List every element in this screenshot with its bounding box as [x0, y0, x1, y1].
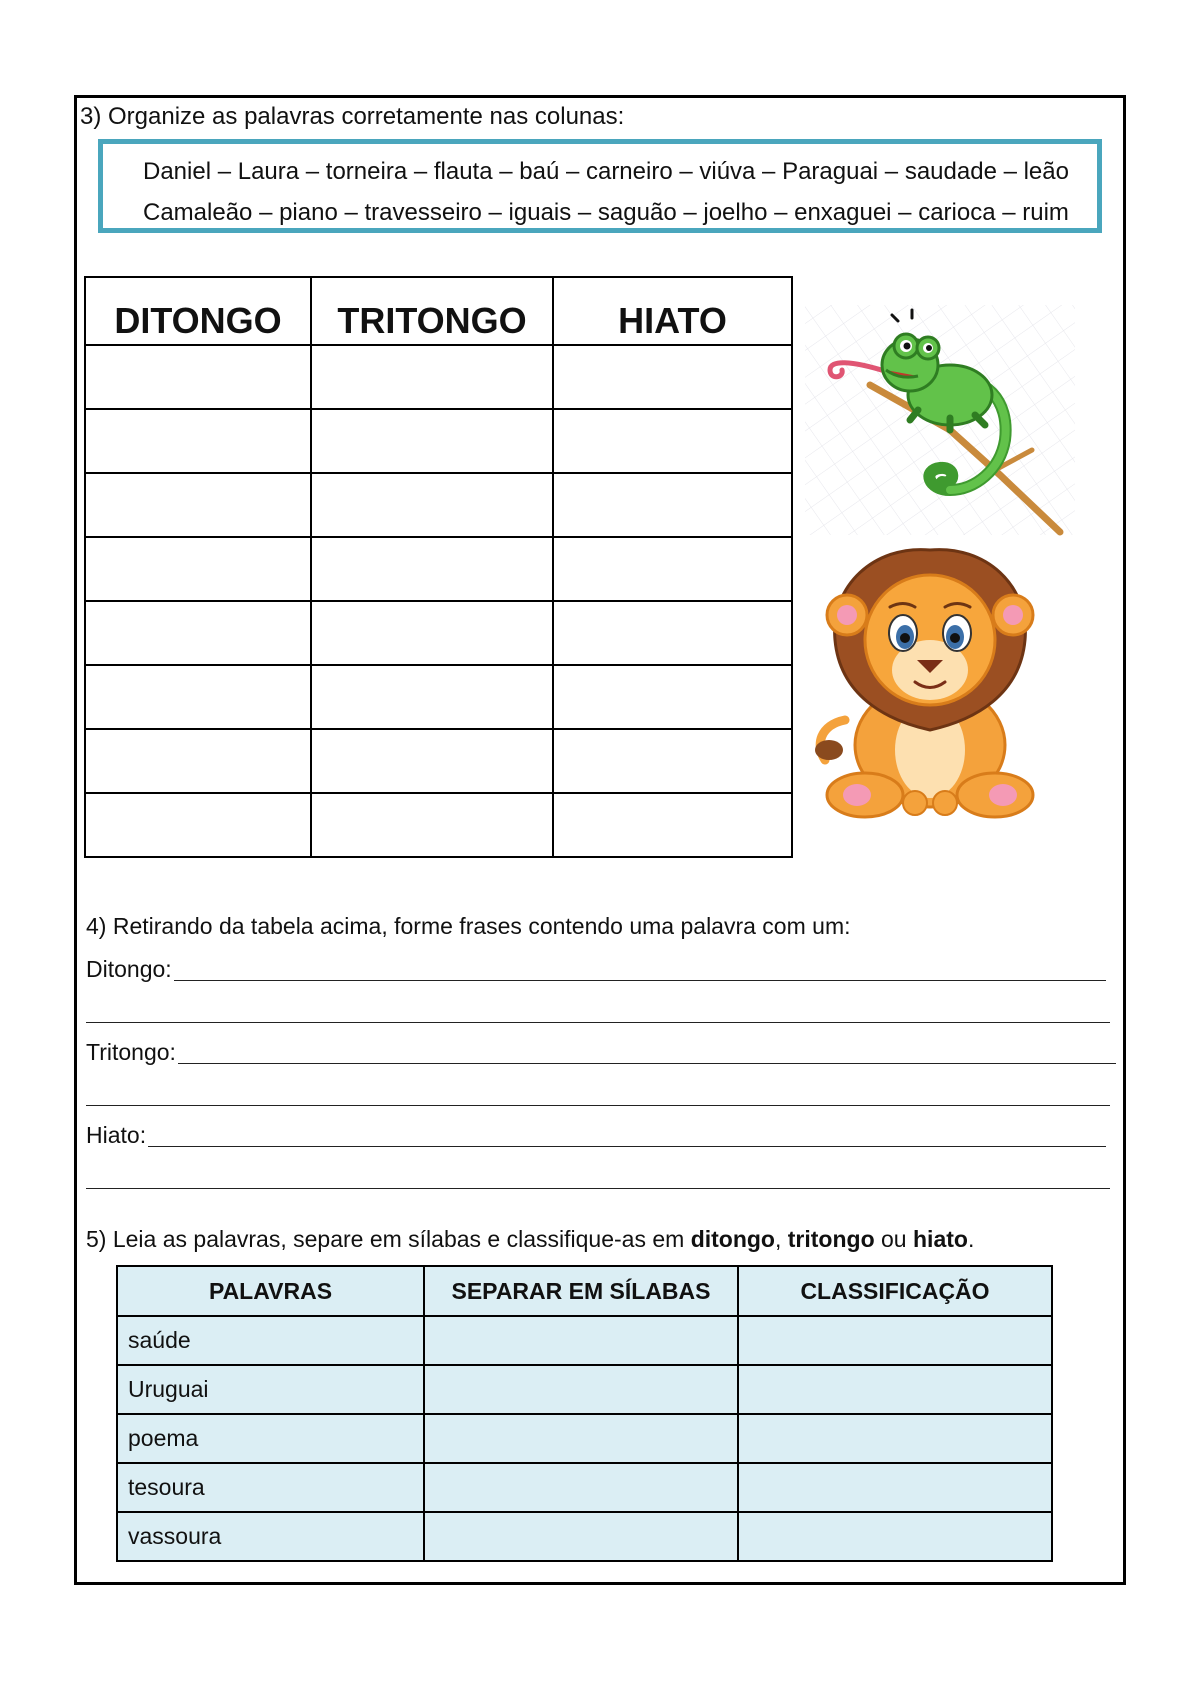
classification-cell[interactable]: [738, 1414, 1052, 1463]
table-row: [117, 1365, 1052, 1414]
answer-cell[interactable]: [85, 409, 311, 473]
table-row: [85, 601, 792, 665]
tritongo-answer-row: [86, 1038, 1116, 1068]
term-tritongo: tritongo: [787, 1226, 875, 1252]
classification-cell[interactable]: [738, 1463, 1052, 1512]
answer-cell[interactable]: [85, 345, 311, 409]
answer-cell[interactable]: [85, 601, 311, 665]
answer-cell[interactable]: [553, 665, 792, 729]
tritongo-answer-line[interactable]: [178, 1063, 1116, 1064]
answer-cell[interactable]: [553, 601, 792, 665]
answer-cell[interactable]: [311, 345, 553, 409]
header-palavras: PALAVRAS: [117, 1266, 424, 1316]
answer-cell[interactable]: [553, 345, 792, 409]
answer-cell[interactable]: [553, 729, 792, 793]
answer-line[interactable]: [86, 1188, 1110, 1189]
answer-cell[interactable]: [311, 473, 553, 537]
header-ditongo: DITONGO: [85, 277, 311, 345]
question-5-title: [86, 1226, 974, 1253]
classification-cell[interactable]: [738, 1365, 1052, 1414]
syllable-cell[interactable]: [424, 1512, 738, 1561]
word-bank-box: [98, 139, 1102, 233]
table-row: [117, 1414, 1052, 1463]
syllable-cell[interactable]: [424, 1463, 738, 1512]
hiato-answer-row: [86, 1121, 1116, 1151]
hiato-label: Hiato:: [86, 1122, 147, 1148]
header-hiato: HIATO: [553, 277, 792, 345]
blank-answer-row: [86, 997, 1116, 1027]
word-cell: tesoura: [117, 1463, 424, 1512]
word-cell: saúde: [117, 1316, 424, 1365]
blank-answer-row: [86, 1163, 1116, 1193]
ditongo-label: Ditongo:: [86, 956, 172, 982]
header-classificacao: CLASSIFICAÇÃO: [738, 1266, 1052, 1316]
separator: ,: [774, 1226, 788, 1252]
question-5-text: 5) Leia as palavras, separe em sílabas e classifique-as em: [86, 1226, 691, 1252]
hiato-answer-line[interactable]: [148, 1146, 1106, 1147]
tritongo-label: Tritongo:: [86, 1039, 176, 1065]
answer-line[interactable]: [86, 1105, 1110, 1106]
table-row: [85, 665, 792, 729]
answer-cell[interactable]: [85, 665, 311, 729]
word-cell: poema: [117, 1414, 424, 1463]
answer-cell[interactable]: [85, 793, 311, 857]
table-row: [85, 793, 792, 857]
answer-cell[interactable]: [311, 793, 553, 857]
word-cell: Uruguai: [117, 1365, 424, 1414]
word-cell: vassoura: [117, 1512, 424, 1561]
period: .: [967, 1226, 975, 1252]
classification-table: [84, 276, 793, 858]
table-row: [85, 537, 792, 601]
answer-cell[interactable]: [85, 729, 311, 793]
answer-cell[interactable]: [311, 729, 553, 793]
table-row: [85, 473, 792, 537]
word-bank-line-2: Camaleão – piano – travesseiro – iguais – saguão – joelho – enxaguei – carioca – ruim: [143, 199, 1069, 226]
syllable-cell[interactable]: [424, 1414, 738, 1463]
ditongo-answer-line[interactable]: [171, 980, 1106, 981]
answer-cell[interactable]: [553, 793, 792, 857]
word-bank-line-1: Daniel – Laura – torneira – flauta – baú – carneiro – viúva – Paraguai – saudade – leão: [143, 158, 1069, 185]
header-separar: SEPARAR EM SÍLABAS: [424, 1266, 738, 1316]
table-row: [85, 729, 792, 793]
table-row: [117, 1463, 1052, 1512]
ditongo-answer-row: [86, 955, 1116, 985]
answer-cell[interactable]: [553, 409, 792, 473]
answer-cell[interactable]: [553, 473, 792, 537]
separator: ou: [874, 1226, 913, 1252]
syllable-cell[interactable]: [424, 1365, 738, 1414]
header-tritongo: TRITONGO: [311, 277, 553, 345]
answer-cell[interactable]: [553, 537, 792, 601]
classification-cell[interactable]: [738, 1512, 1052, 1561]
syllable-table: [116, 1265, 1053, 1562]
question-4-title: 4) Retirando da tabela acima, forme frases contendo uma palavra com um:: [86, 913, 851, 939]
lion-illustration: [815, 545, 1045, 820]
table-row: [85, 409, 792, 473]
chameleon-illustration: [800, 300, 1080, 540]
table-row: [117, 1316, 1052, 1365]
syllable-cell[interactable]: [424, 1316, 738, 1365]
answer-cell[interactable]: [85, 537, 311, 601]
table-row: [117, 1512, 1052, 1561]
answer-line[interactable]: [86, 1022, 1110, 1023]
table-row: [85, 345, 792, 409]
answer-cell[interactable]: [311, 409, 553, 473]
answer-cell[interactable]: [311, 537, 553, 601]
question-3-title: 3) Organize as palavras corretamente nas colunas:: [80, 103, 625, 130]
term-hiato: hiato: [913, 1226, 968, 1252]
classification-cell[interactable]: [738, 1316, 1052, 1365]
answer-cell[interactable]: [85, 473, 311, 537]
answer-cell[interactable]: [311, 665, 553, 729]
blank-answer-row: [86, 1080, 1116, 1110]
answer-cell[interactable]: [311, 601, 553, 665]
term-ditongo: ditongo: [690, 1226, 775, 1252]
